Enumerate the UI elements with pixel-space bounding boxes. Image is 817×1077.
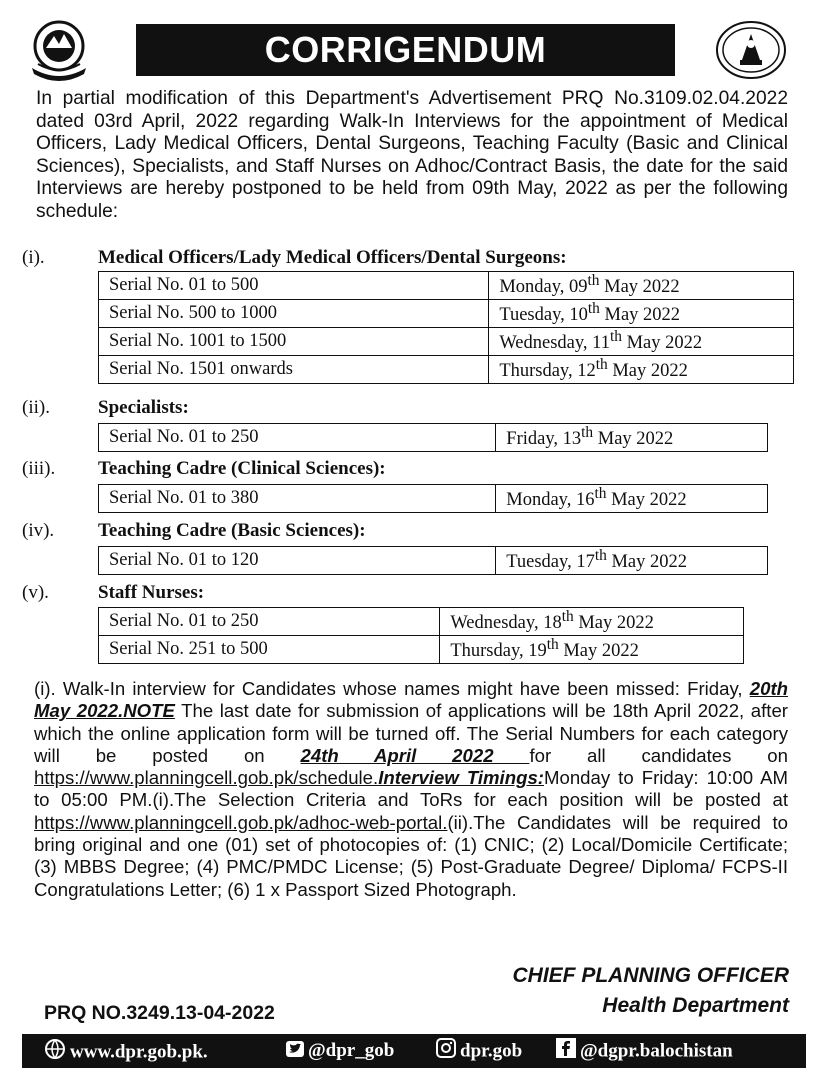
facebook-icon	[556, 1038, 576, 1066]
serial-cell: Serial No. 1501 onwards	[99, 356, 489, 384]
department-seal-logo	[712, 18, 790, 82]
serial-cell: Serial No. 01 to 250	[99, 424, 496, 452]
section-title: Teaching Cadre (Clinical Sciences):	[98, 458, 386, 479]
signatory-department: Health Department	[602, 994, 789, 1017]
serial-cell: Serial No. 1001 to 1500	[99, 328, 489, 356]
portal-link[interactable]: https://www.planningcell.gob.pk/adhoc-web-portal.	[34, 811, 448, 833]
table-row	[99, 328, 794, 356]
footer-website[interactable]: www.dpr.gob.pk.	[44, 1038, 208, 1068]
table-row	[99, 636, 744, 664]
schedule-table-staff-nurses	[98, 607, 744, 664]
table-row	[99, 300, 794, 328]
table-row	[99, 424, 768, 452]
table-row	[99, 485, 768, 513]
date-cell: Wednesday, 11th May 2022	[489, 328, 794, 356]
footer-twitter[interactable]: @dpr_gob	[286, 1038, 394, 1065]
date-cell: Wednesday, 18th May 2022	[440, 608, 744, 636]
signatory-title: CHIEF PLANNING OFFICER	[512, 964, 789, 987]
table-row	[99, 272, 794, 300]
globe-icon	[44, 1038, 66, 1068]
section-title: Specialists:	[98, 397, 189, 418]
date-cell: Monday, 09th May 2022	[489, 272, 794, 300]
date-cell: Thursday, 12th May 2022	[489, 356, 794, 384]
schedule-link[interactable]: https://www.planningcell.gob.pk/schedule.	[34, 767, 379, 789]
date-cell: Thursday, 19th May 2022	[440, 636, 744, 664]
section-number: (iv).	[22, 520, 55, 541]
section-title: Medical Officers/Lady Medical Officers/Dental Surgeons:	[98, 247, 567, 268]
footer-instagram[interactable]: dpr.gob	[436, 1038, 522, 1066]
section-number: (v).	[22, 582, 49, 603]
section-title: Staff Nurses:	[98, 582, 205, 603]
date-cell: Tuesday, 10th May 2022	[489, 300, 794, 328]
section-title: Teaching Cadre (Basic Sciences):	[98, 520, 366, 541]
schedule-table-specialists	[98, 423, 768, 452]
section-number: (ii).	[22, 397, 50, 418]
table-row	[99, 608, 744, 636]
date-cell: Tuesday, 17th May 2022	[496, 547, 768, 575]
serial-cell: Serial No. 251 to 500	[99, 636, 440, 664]
prq-number: PRQ NO.3249.13-04-2022	[44, 1002, 275, 1024]
serial-cell: Serial No. 500 to 1000	[99, 300, 489, 328]
serial-cell: Serial No. 01 to 380	[99, 485, 496, 513]
intro-paragraph: In partial modification of this Department's Advertisement PRQ No.3109.02.04.2022 dated 03rd April, 2022 regarding Walk-In Interviews for the appointment of Medical Officers, Lady Medical Officers, Dental Surgeons, Teaching Faculty (Basic and Clinical Sciences), Specialists, and Staff Nurses on Adhoc/Contract Basis, the date for the said Interviews are hereby postponed to be held from 09th May, 2022 as per the following schedule:	[36, 88, 788, 222]
instagram-icon	[436, 1038, 456, 1066]
date-cell: Monday, 16th May 2022	[496, 485, 768, 513]
walk-in-date: 20th May 2022.NOTE	[34, 678, 788, 722]
page-title: CORRIGENDUM	[264, 29, 547, 70]
timings-label: Interview Timings:	[378, 767, 544, 789]
twitter-icon	[286, 1039, 304, 1065]
notes-paragraph: (i). Walk-In interview for Candidates whose names might have been missed: Friday, 20th May 2022.NOTE The last date for submission of applications will be 18th April 2022, after which the online application form will be turned off. The Serial Numbers for each category will be posted on 24th April 2022 for all candidates on https://www.planningcell.gob.pk/schedule.Interview Timings:Monday to Friday: 10:00 AM to 05:00 PM.(i).The Selection Criteria and ToRs for each position will be posted at https://www.planningcell.gob.pk/adhoc-web-portal.(ii).The Candidates will be required to bring original and one (01) set of photocopies of: (1) CNIC; (2) Local/Domicile Certificate; (3) MBBS Degree; (4) PMC/PMDC License; (5) Post-Graduate Degree/ Diploma/ FCPS-II Congratulations Letter; (6) 1 x Passport Sized Photograph.	[34, 678, 788, 900]
table-row	[99, 547, 768, 575]
provincial-emblem-logo	[24, 18, 94, 82]
schedule-table-teaching-clinical	[98, 484, 768, 513]
date-cell: Friday, 13th May 2022	[496, 424, 768, 452]
table-row	[99, 356, 794, 384]
section-number: (i).	[22, 247, 45, 268]
serial-cell: Serial No. 01 to 250	[99, 608, 440, 636]
schedule-table-teaching-basic	[98, 546, 768, 575]
serial-posting-date: 24th April 2022	[300, 744, 530, 766]
serial-cell: Serial No. 01 to 120	[99, 547, 496, 575]
schedule-table-medical-officers	[98, 271, 794, 384]
footer-facebook[interactable]: @dgpr.balochistan	[556, 1038, 733, 1066]
section-number: (iii).	[22, 458, 56, 479]
serial-cell: Serial No. 01 to 500	[99, 272, 489, 300]
